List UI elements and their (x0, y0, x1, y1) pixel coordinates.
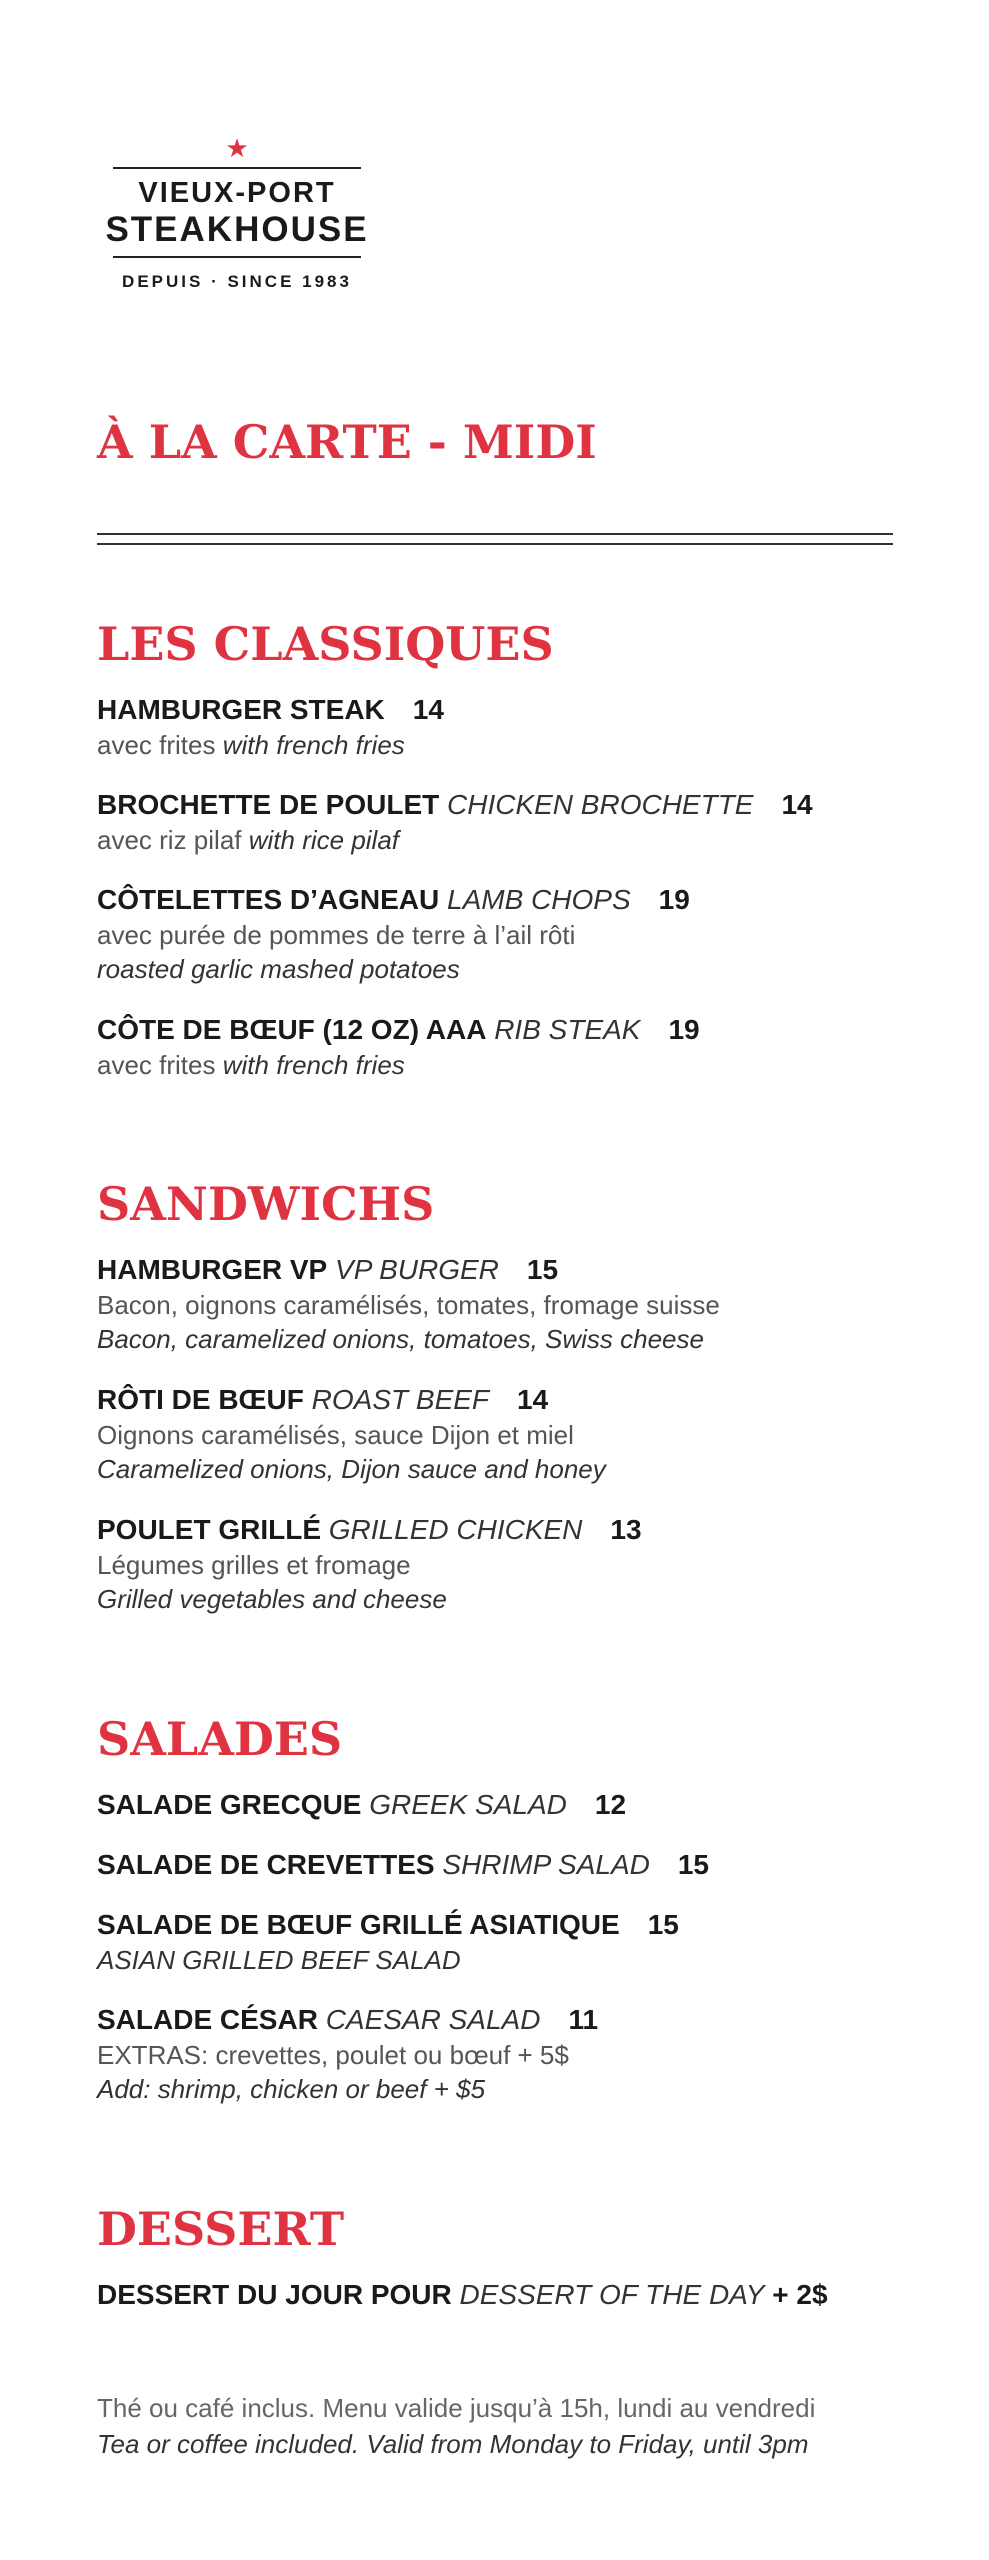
item-name: HAMBURGER VP (97, 1254, 328, 1285)
footer-fr: Thé ou café inclus. Menu valide jusqu’à 15h, lundi au vendredi (97, 2393, 816, 2423)
item-price: 15 (677, 1849, 710, 1880)
item-price: 13 (610, 1514, 642, 1545)
menu-item (97, 1512, 642, 1616)
menu-item (97, 2277, 828, 2313)
item-desc-fr: Bacon, oignons caramélisés, tomates, fromage suisse (97, 1290, 720, 1320)
item-desc-fr: avec purée de pommes de terre à l’ail rôti (97, 920, 576, 950)
item-name: HAMBURGER STEAK (97, 694, 385, 725)
item-name-en: LAMB CHOPS (447, 884, 631, 915)
item-name: SALADE GRECQUE (97, 1789, 362, 1820)
item-name-en: CHICKEN BROCHETTE (447, 789, 754, 820)
item-desc-en: with french fries (222, 730, 405, 760)
menu-item (97, 1847, 709, 1883)
item-price: 15 (526, 1254, 559, 1285)
item-name: DESSERT DU JOUR POUR (97, 2279, 452, 2310)
item-desc-en: roasted garlic mashed potatoes (97, 954, 460, 984)
item-name: CÔTELETTES D’AGNEAU (97, 884, 440, 915)
item-desc-en: Bacon, caramelized onions, tomatoes, Swiss cheese (97, 1324, 704, 1354)
item-name-en: SHRIMP SALAD (442, 1849, 650, 1880)
item-desc-en: Add: shrimp, chicken or beef + $5 (97, 2074, 486, 2104)
item-name-en: DESSERT OF THE DAY (459, 2279, 765, 2310)
star-icon: ★ (225, 133, 249, 163)
menu-item (97, 1252, 720, 1356)
menu-item (97, 882, 690, 986)
item-price: 14 (781, 789, 813, 820)
item-desc-en: with rice pilaf (248, 825, 400, 855)
menu-item (97, 1012, 700, 1082)
item-price: 11 (568, 2004, 599, 2035)
item-price: 19 (668, 1014, 700, 1045)
item-name: BROCHETTE DE POULET (97, 789, 440, 820)
item-desc-fr: Oignons caramélisés, sauce Dijon et miel (97, 1420, 574, 1450)
section-title-classiques: LES CLASSIQUES (97, 617, 554, 671)
section-title-dessert: DESSERT (97, 2202, 345, 2256)
footer-note (97, 2390, 815, 2462)
item-name: RÔTI DE BŒUF (97, 1384, 304, 1415)
item-name-en: GRILLED CHICKEN (328, 1514, 583, 1545)
section-title-salades: SALADES (97, 1712, 343, 1766)
item-price: 19 (658, 884, 690, 915)
item-name: SALADE DE BŒUF GRILLÉ ASIATIQUE (97, 1909, 620, 1940)
item-desc-en: Caramelized onions, Dijon sauce and honey (97, 1454, 606, 1484)
item-price: 15 (647, 1909, 679, 1940)
restaurant-logo (97, 135, 377, 292)
logo-line-2: STEAKHOUSE (105, 210, 369, 249)
item-price: 14 (517, 1384, 549, 1415)
menu-item (97, 2002, 598, 2106)
item-price: 12 (594, 1789, 627, 1820)
page-title: À LA CARTE - MIDI (97, 415, 597, 469)
item-desc-fr: avec frites (97, 730, 216, 760)
item-price: + 2$ (772, 2279, 828, 2310)
item-name-en: GREEK SALAD (369, 1789, 567, 1820)
item-name-en: ROAST BEEF (311, 1384, 490, 1415)
item-desc-fr: Légumes grilles et fromage (97, 1550, 411, 1580)
logo-line-1: VIEUX-PORT (138, 177, 336, 209)
item-name: SALADE DE CREVETTES (97, 1849, 435, 1880)
section-title-sandwichs: SANDWICHS (97, 1177, 435, 1231)
item-price: 14 (412, 694, 444, 725)
item-desc-en: with french fries (222, 1050, 405, 1080)
item-desc-en: Grilled vegetables and cheese (97, 1584, 447, 1614)
logo-line-3: DEPUIS · SINCE 1983 (122, 272, 352, 291)
menu-item (97, 1382, 606, 1486)
item-name-en: CAESAR SALAD (325, 2004, 541, 2035)
footer-en: Tea or coffee included. Valid from Monday to Friday, until 3pm (97, 2429, 809, 2459)
item-name: POULET GRILLÉ (97, 1514, 321, 1545)
item-desc-fr: avec riz pilaf (97, 825, 242, 855)
logo-rule-bottom (113, 256, 361, 258)
title-divider (97, 533, 893, 545)
item-name-en: RIB STEAK (494, 1014, 641, 1045)
menu-item (97, 1907, 679, 1977)
item-name: CÔTE DE BŒUF (12 OZ) AAA (97, 1014, 487, 1045)
logo-rule-top (113, 167, 361, 169)
item-desc-fr: EXTRAS: crevettes, poulet ou bœuf + 5$ (97, 2040, 569, 2070)
item-desc-en: ASIAN GRILLED BEEF SALAD (97, 1945, 461, 1975)
item-name-en: VP BURGER (335, 1254, 499, 1285)
menu-item (97, 1787, 626, 1823)
item-name: SALADE CÉSAR (97, 2004, 318, 2035)
item-desc-fr: avec frites (97, 1050, 216, 1080)
menu-item (97, 692, 444, 762)
menu-item (97, 787, 813, 857)
